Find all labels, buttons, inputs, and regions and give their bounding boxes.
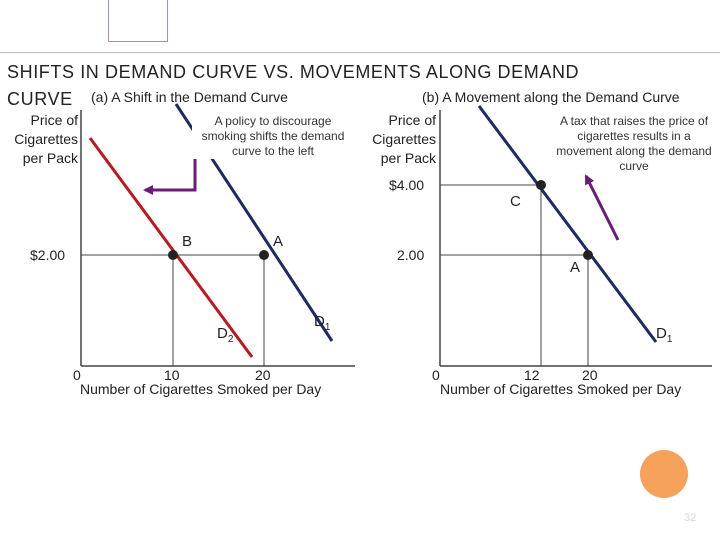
panel-a-d2-subscript: 2 [227, 334, 234, 345]
panel-b-point-a [583, 250, 593, 260]
panel-b-x-tick-12: 12 [524, 367, 540, 383]
panel-b-x-tick-20: 20 [582, 367, 598, 383]
panel-a-d2-letter: D [217, 325, 228, 342]
panel-a-x-tick-10: 10 [164, 367, 180, 383]
panel-a-x-tick-20: 20 [255, 367, 271, 383]
panel-b-d1-letter: D [656, 325, 667, 342]
panel-b-point-c-label: C [510, 193, 521, 210]
panel-a-callout: A policy to discourage smoking shifts the demand curve to the left [192, 114, 354, 159]
panel-a-point-a [259, 250, 269, 260]
panel-a-d1-letter: D [314, 313, 325, 330]
panel-a-y-axis-label: Price of Cigarettes per Pack [14, 112, 78, 166]
panel-a-x-origin: 0 [73, 367, 81, 383]
panel-a-d2-label [217, 325, 233, 345]
panel-a-point-b-label: B [182, 233, 193, 250]
panel-a-y-tick: $2.00 [30, 247, 66, 263]
panel-b-d1-label [656, 325, 672, 345]
panel-b-x-axis-label: Number of Cigarettes Smoked per Day [440, 381, 682, 397]
panel-b-title: (b) A Movement along the Demand Curve [422, 89, 680, 105]
panel-a-title: (a) A Shift in the Demand Curve [91, 89, 288, 105]
page-number: 32 [684, 512, 697, 524]
page-number-circle [640, 450, 688, 498]
panel-b-y-tick-high: $4.00 [389, 177, 425, 193]
panel-a-point-a-label: A [273, 233, 284, 250]
panel-b-point-c [536, 180, 546, 190]
panel-b-point-a-label: A [570, 259, 581, 276]
panel-b-y-tick-low: 2.00 [397, 247, 425, 263]
slide-title-line-2: CURVE [7, 89, 73, 109]
panel-b-x-origin: 0 [432, 367, 440, 383]
panel-b-callout: A tax that raises the price of cigarettes results in a movement along the demand curve [552, 114, 716, 174]
slide-title-line-1: SHIFTS IN DEMAND CURVE VS. MOVEMENTS ALONG DEMAND [7, 62, 580, 82]
panel-a-d1-subscript: 1 [324, 322, 331, 333]
panel-b-d1-subscript: 1 [666, 334, 673, 345]
panel-a-point-b [168, 250, 178, 260]
panel-a-d1-label [314, 313, 330, 333]
panel-b-movement-arrow [586, 176, 618, 240]
panel-a-shift-arrow [145, 140, 195, 190]
panel-b-y-axis-label: Price of Cigarettes per Pack [372, 112, 436, 166]
panel-a-x-axis-label: Number of Cigarettes Smoked per Day [80, 381, 322, 397]
